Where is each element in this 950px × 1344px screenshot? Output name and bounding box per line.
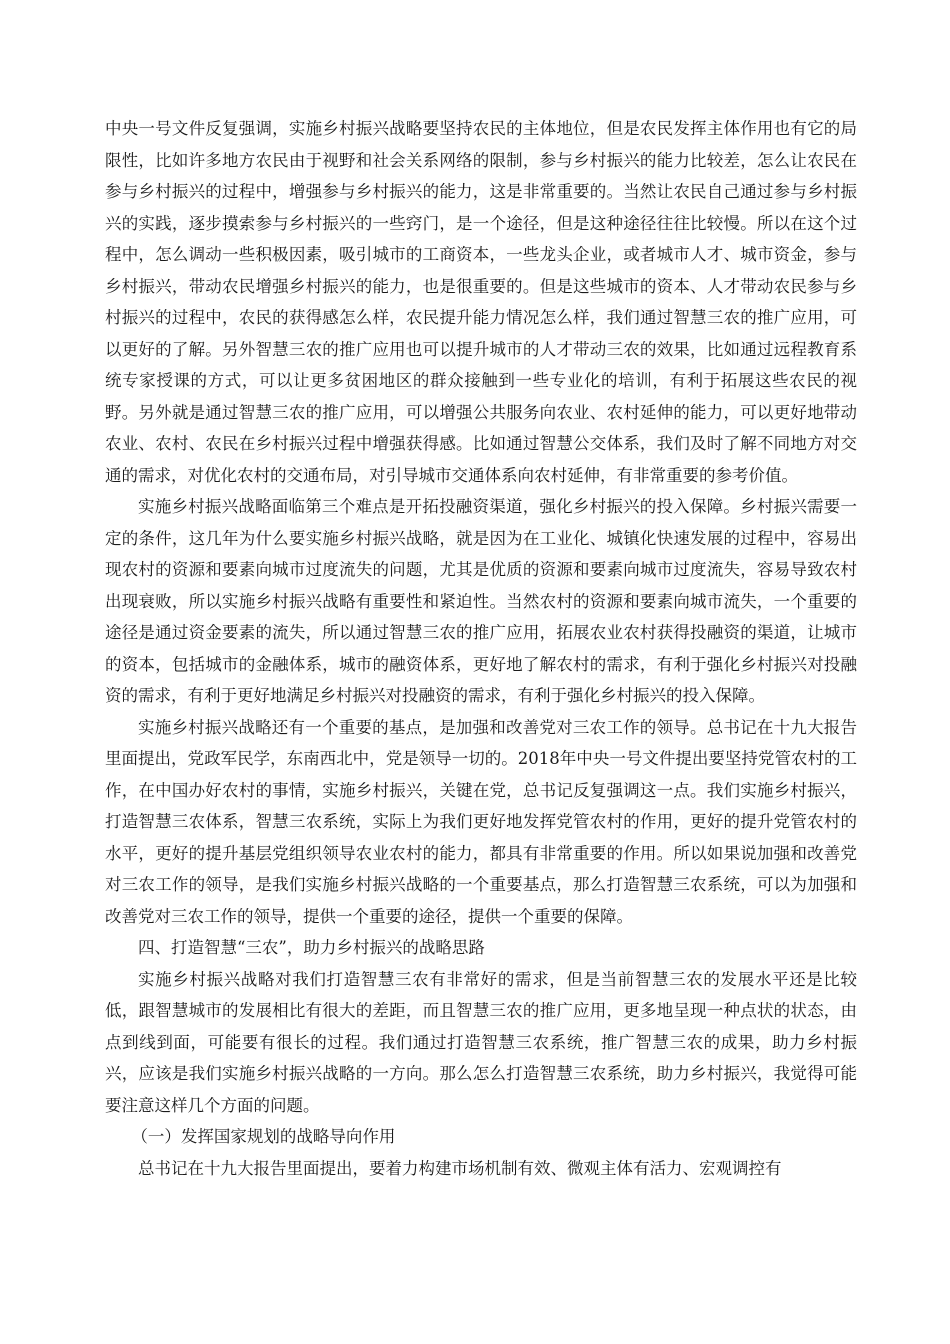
- paragraph-smart-agriculture-farmers: 中央一号文件反复强调，实施乡村振兴战略要坚持农民的主体地位，但是农民发挥主体作用也有它的局限性，比如许多地方农民由于视野和社会关系网络的限制，参与乡村振兴的能力比较差，怎么让农民在参与乡村振兴的过程中，增强参与乡村振兴的能力，这是非常重要的。当然让农民自己通过参与乡村振兴的实践，逐步摸索参与乡村振兴的一些窍门，是一个途径，但是这种途径往往比较慢。所以在这个过程中，怎么调动一些积极因素，吸引城市的工商资本，一些龙头企业，或者城市人才、城市资金，参与乡村振兴，带动农民增强乡村振兴的能力，也是很重要的。但是这些城市的资本、人才带动农民参与乡村振兴的过程中，农民的获得感怎么样，农民提升能力情况怎么样，我们通过智慧三农的推广应用，可以更好的了解。另外智慧三农的推广应用也可以提升城市的人才带动三农的效果，比如通过远程教育系统专家授课的方式，可以让更多贫困地区的群众接触到一些专业化的培训，有利于拓展这些农民的视野。另外就是通过智慧三农的推广应用，可以增强公共服务向农业、农村延伸的能力，可以更好地带动农业、农村、农民在乡村振兴过程中增强获得感。比如通过智慧公交体系，我们及时了解不同地方对交通的需求，对优化农村的交通布局，对引导城市交通体系向农村延伸，有非常重要的参考价值。: [105, 119, 857, 485]
- paragraph-nineteenth-congress: 总书记在十九大报告里面提出，要着力构建市场机制有效、微观主体有活力、宏观调控有: [138, 1158, 782, 1178]
- subsection-heading-national-planning: （一）发挥国家规划的战略导向作用: [131, 1127, 396, 1146]
- document-page: [105, 113, 857, 1184]
- section-heading-strategy: 四、打造智慧“三农”，助力乡村振兴的战略思路: [138, 938, 485, 957]
- paragraph-party-leadership: 实施乡村振兴战略还有一个重要的基点，是加强和改善党对三农工作的领导。总书记在十九大报告里面提出，党政军民学，东南西北中，党是领导一切的。2018年中央一号文件提出要坚持党管农村的工作，在中国办好农村的事情，实施乡村振兴，关键在党，总书记反复强调这一点。我们实施乡村振兴，打造智慧三农体系，智慧三农系统，实际上为我们更好地发挥党管农村的作用，更好的提升党管农村的水平，更好的提升基层党组织领导农业农村的能力，都具有非常重要的作用。所以如果说加强和改善党对三农工作的领导，是我们实施乡村振兴战略的一个重要基点，那么打造智慧三农系统，可以为加强和改善党对三农工作的领导，提供一个重要的途径，提供一个重要的保障。: [105, 717, 857, 926]
- paragraph-investment-financing: 实施乡村振兴战略面临第三个难点是开拓投融资渠道，强化乡村振兴的投入保障。乡村振兴需要一定的条件，这几年为什么要实施乡村振兴战略，就是因为在工业化、城镇化快速发展的过程中，容易出现农村的资源和要素向城市过度流失的问题，尤其是优质的资源和要素向城市过度流失，容易导致农村出现衰败，所以实施乡村振兴战略有重要性和紧迫性。当然农村的资源和要素向城市流失，一个重要的途径是通过资金要素的流失，所以通过智慧三农的推广应用，拓展农业农村获得投融资的渠道，让城市的资本，包括城市的金融体系，城市的融资体系，更好地了解农村的需求，有利于强化乡村振兴对投融资的需求，有利于更好地满足乡村振兴对投融资的需求，有利于强化乡村振兴的投入保障。: [105, 497, 857, 705]
- paragraph-strategy-intro: 实施乡村振兴战略对我们打造智慧三农有非常好的需求，但是当前智慧三农的发展水平还是比较低，跟智慧城市的发展相比有很大的差距，而且智慧三农的推广应用，更多地呈现一种点状的状态，由点到线到面，可能要有很长的过程。我们通过打造智慧三农系统，推广智慧三农的成果，助力乡村振兴，应该是我们实施乡村振兴战略的一方向。那么怎么打造智慧三农系统，助力乡村振兴，我觉得可能要注意这样几个方面的问题。: [105, 969, 857, 1115]
